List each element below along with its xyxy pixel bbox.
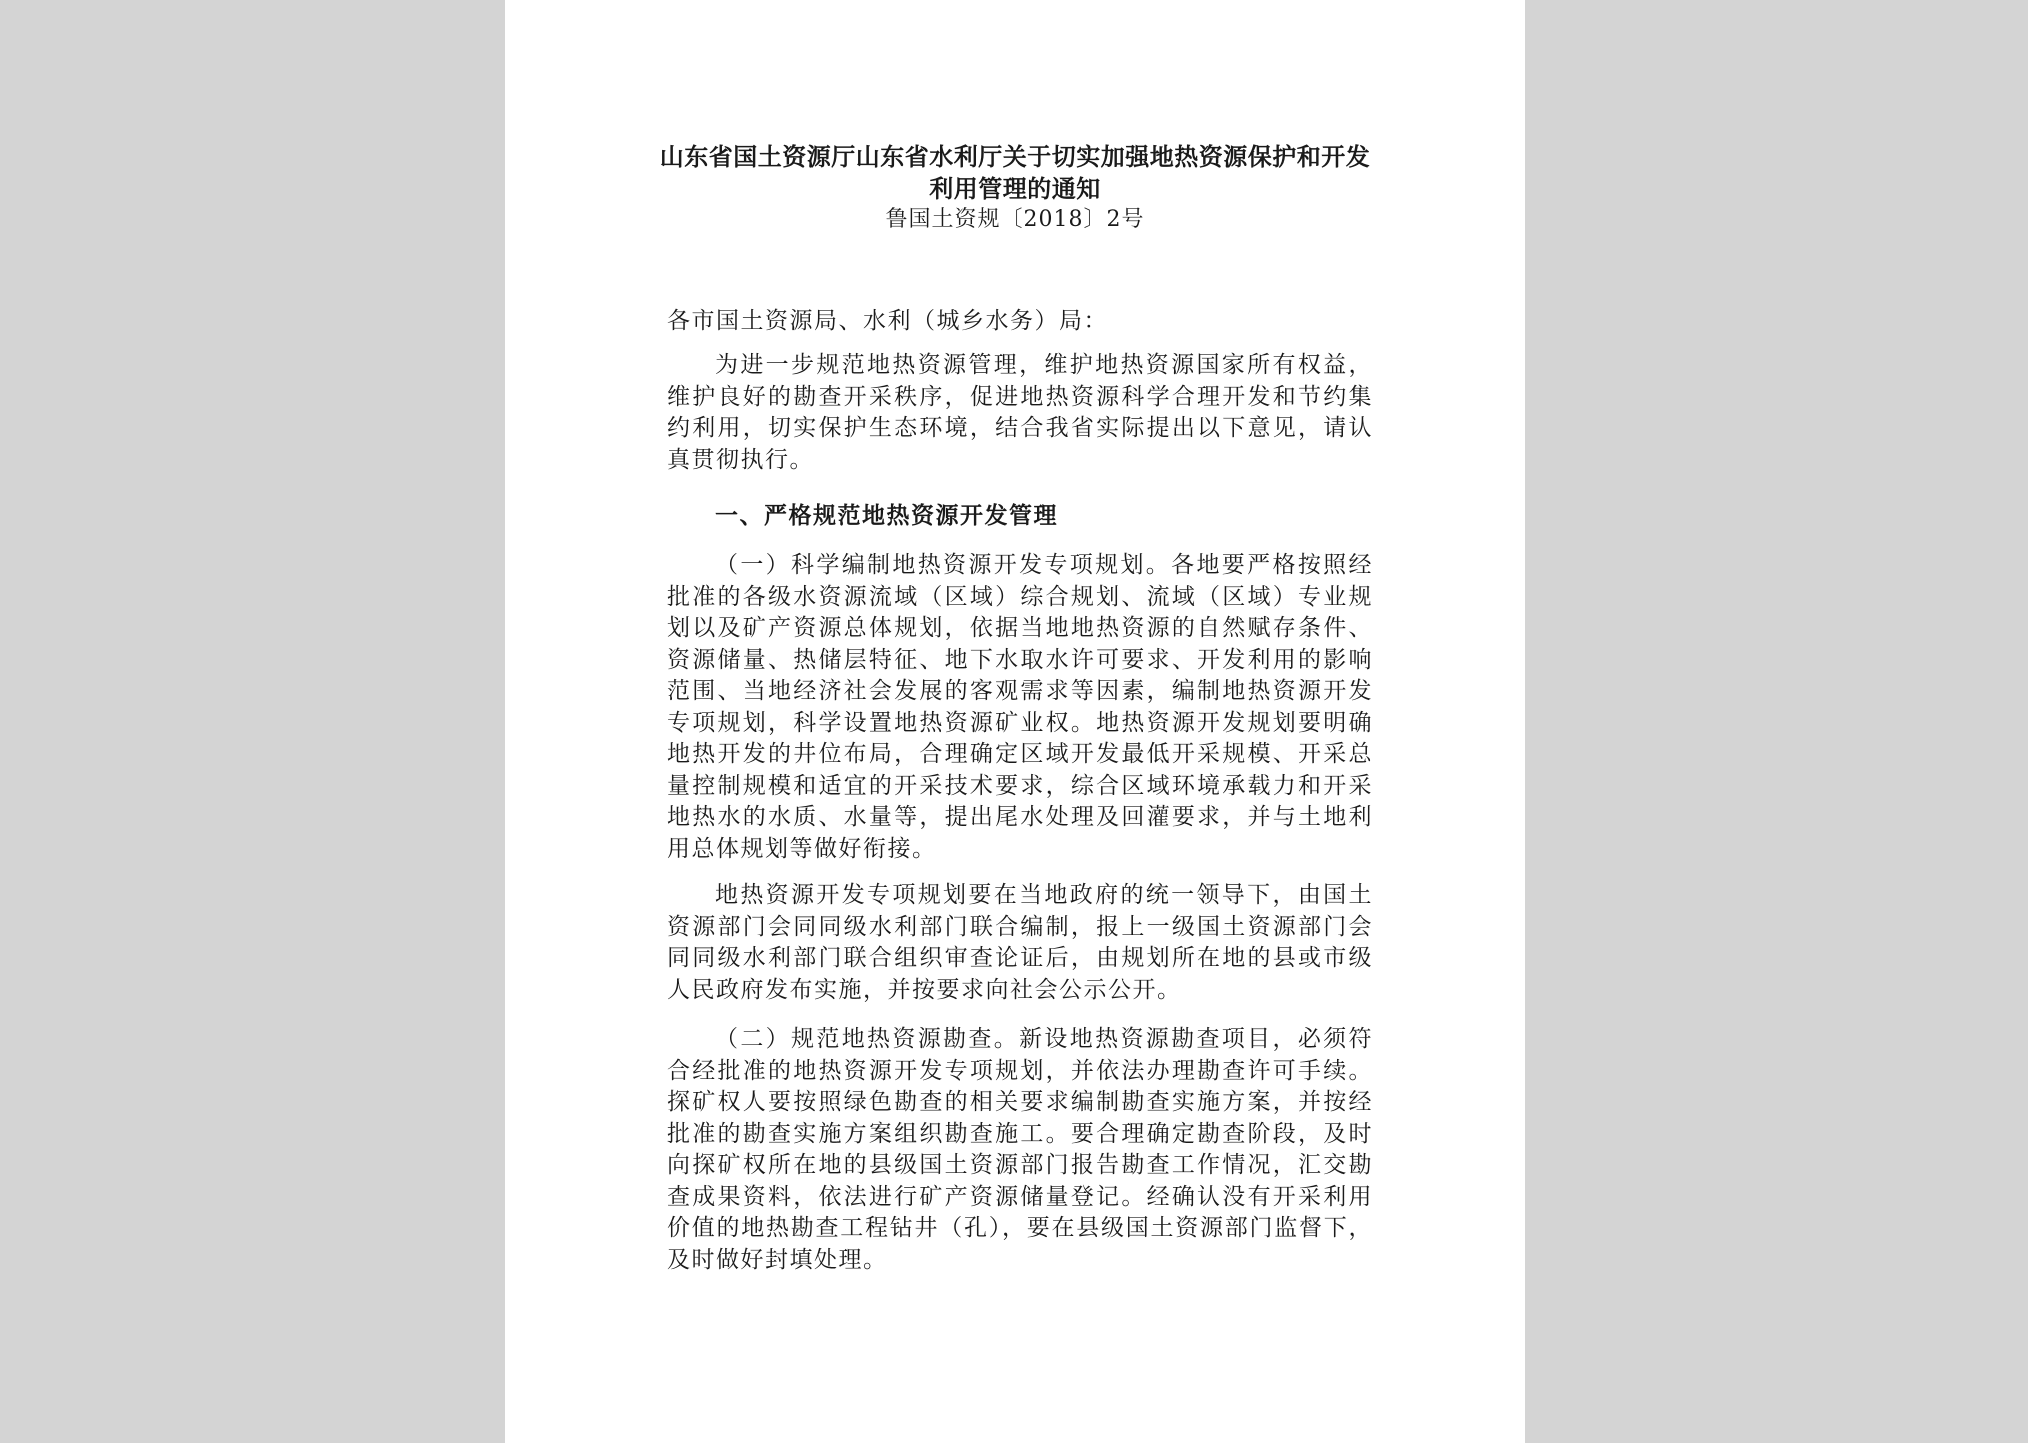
document-page — [505, 0, 1525, 1443]
salutation: 各市国土资源局、水利（城乡水务）局： — [667, 308, 1108, 334]
paragraph-exploration: （二）规范地热资源勘查。新设地热资源勘查项目，必须符合经批准的地热资源开发专项规划，并依法办理勘查许可手续。探矿权人要按照绿色勘查的相关要求编制勘查实施方案，并按经批准的勘查实施方案组织勘查施工。要合理确定勘查阶段，及时向探矿权所在地的县级国土资源部门报告勘查工作情况，汇交勘查成果资料，依法进行矿产资源储量登记。经确认没有开采利用价值的地热勘查工程钻井（孔），要在县级国土资源部门监督下，及时做好封填处理。 — [667, 1026, 1373, 1273]
document-title-line1: 山东省国土资源厅山东省水利厅关于切实加强地热资源保护和开发 — [659, 142, 1371, 171]
paragraph-planning: （一）科学编制地热资源开发专项规划。各地要严格按照经批准的各级水资源流域（区域）综合规划、流域（区域）专业规划以及矿产资源总体规划，依据当地地热资源的自然赋存条件、资源储量、热储层特征、地下水取水许可要求、开发利用的影响范围、当地经济社会发展的客观需求等因素，编制地热资源开发专项规划，科学设置地热资源矿业权。地热资源开发规划要明确地热开发的井位布局，合理确定区域开发最低开采规模、开采总量控制规模和适宜的开采技术要求，综合区域环境承载力和开采地热水的水质、水量等，提出尾水处理及回灌要求，并与土地利用总体规划等做好衔接。 — [667, 552, 1373, 862]
paragraph-planning-approval: 地热资源开发专项规划要在当地政府的统一领导下，由国土资源部门会同同级水利部门联合编制，报上一级国土资源部门会同同级水利部门联合组织审查论证后，由规划所在地的县或市级人民政府发布实施，并按要求向社会公示公开。 — [667, 882, 1373, 1003]
section-heading-1: 一、严格规范地热资源开发管理 — [715, 502, 1058, 529]
paragraph-intro: 为进一步规范地热资源管理，维护地热资源国家所有权益，维护良好的勘查开采秩序，促进地热资源科学合理开发和节约集约利用，切实保护生态环境，结合我省实际提出以下意见，请认真贯彻执行。 — [667, 352, 1373, 473]
document-number: 鲁国土资规〔2018〕2号 — [885, 207, 1145, 232]
document-title-line2: 利用管理的通知 — [929, 174, 1101, 203]
